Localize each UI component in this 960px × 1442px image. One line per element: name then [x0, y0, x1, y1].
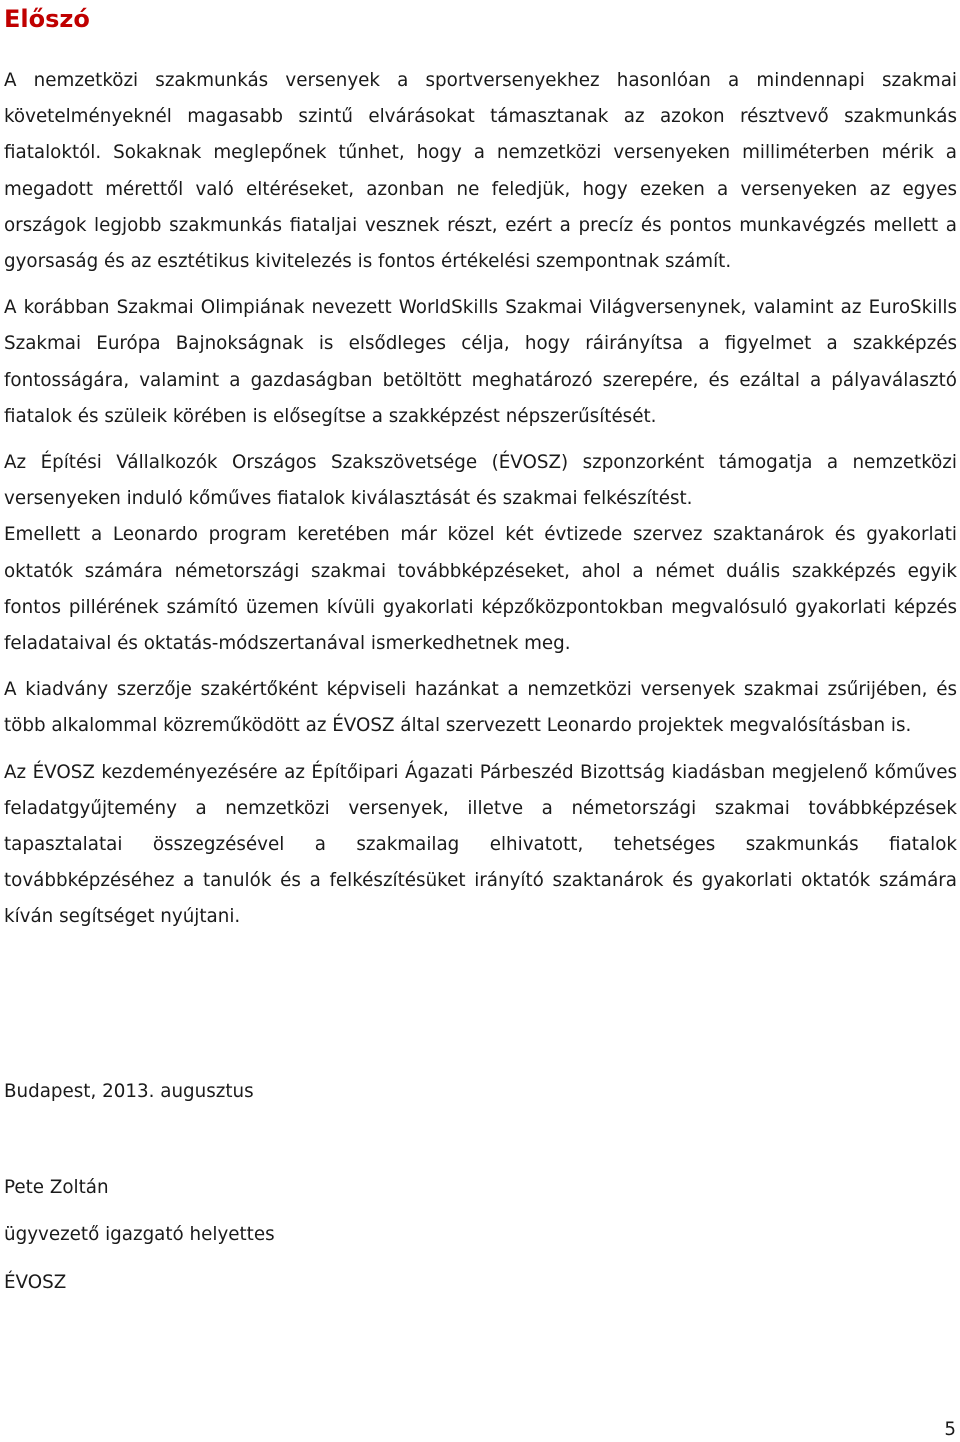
page-number: 5: [944, 1419, 956, 1440]
paragraph-3: Az Építési Vállalkozók Országos Szakszövetsége (ÉVOSZ) szponzorként támogatja a nemzetközi versenyeken induló kőműves fiatalok kiválasztását és szakmai felkészítést.: [4, 452, 957, 510]
place-date: Budapest, 2013. augusztus: [4, 1081, 254, 1102]
paragraph-4: Emellett a Leonardo program keretében már közel két évtizede szervez szaktanárok és gyakorlati oktatók számára németországi szakmai továbbképzéseket, ahol a német duális szakképzés egyik fontos pillérének számító üzemen kívüli gyakorlati képzőközpontokban megvalósuló gyakorlati képzés feladataival és oktatás-módszertanával ismerkedhetnek meg.: [4, 524, 957, 655]
paragraph-1: A nemzetközi szakmunkás versenyek a sportversenyekhez hasonlóan a mindennapi szakmai követelményeknél magasabb szintű elvárásokat támasztanak az azokon résztvevő szakmunkás fiataloktól. Sokaknak meglepőnek tűnhet, hogy a nemzetközi versenyeken milliméterben mérik a megadott mérettől való eltéréseket, azonban ne feledjük, hogy ezeken a versenyeken az egyes országok legjobb szakmunkás fiataljai vesznek részt, ezért a precíz és pontos munkavégzés mellett a gyorsaság és az esztétikus kivitelezés is fontos értékelési szempontnak számít.: [4, 70, 957, 273]
page-title: Előszó: [4, 5, 90, 33]
paragraph-6: Az ÉVOSZ kezdeményezésére az Építőipari Ágazati Párbeszéd Bizottság kiadásban megjelenő kőműves feladatgyűjtemény a nemzetközi versenyek, illetve a németországi szakmai továbbképzések tapasztalatai összegzésével a szakmailag elhivatott, tehetséges szakmunkás fiatalok továbbképzéséhez a tanulók és a felkészítésüket irányító szaktanárok és gyakorlati oktatók számára kíván segítséget nyújtani.: [4, 761, 957, 928]
signer-name: Pete Zoltán: [4, 1177, 109, 1198]
signer-role: ügyvezető igazgató helyettes: [4, 1224, 275, 1245]
foreword-body: [4, 63, 957, 936]
signer-organization: ÉVOSZ: [4, 1272, 67, 1293]
paragraph-5: A kiadvány szerzője szakértőként képviseli hazánkat a nemzetközi versenyek szakmai zsűrijében, és több alkalommal közreműködött az ÉVOSZ által szervezett Leonardo projektek megvalósításban is.: [4, 679, 957, 737]
paragraph-2: A korábban Szakmai Olimpiának nevezett WorldSkills Szakmai Világversenynek, valamint az EuroSkills Szakmai Európa Bajnokságnak is elsődleges célja, hogy ráirányítsa a figyelmet a szakképzés fontosságára, valamint a gazdaságban betöltött meghatározó szerepére, és ezáltal a pályaválasztó fiatalok és szüleik körében is elősegítse a szakképzést népszerűsítését.: [4, 297, 957, 427]
